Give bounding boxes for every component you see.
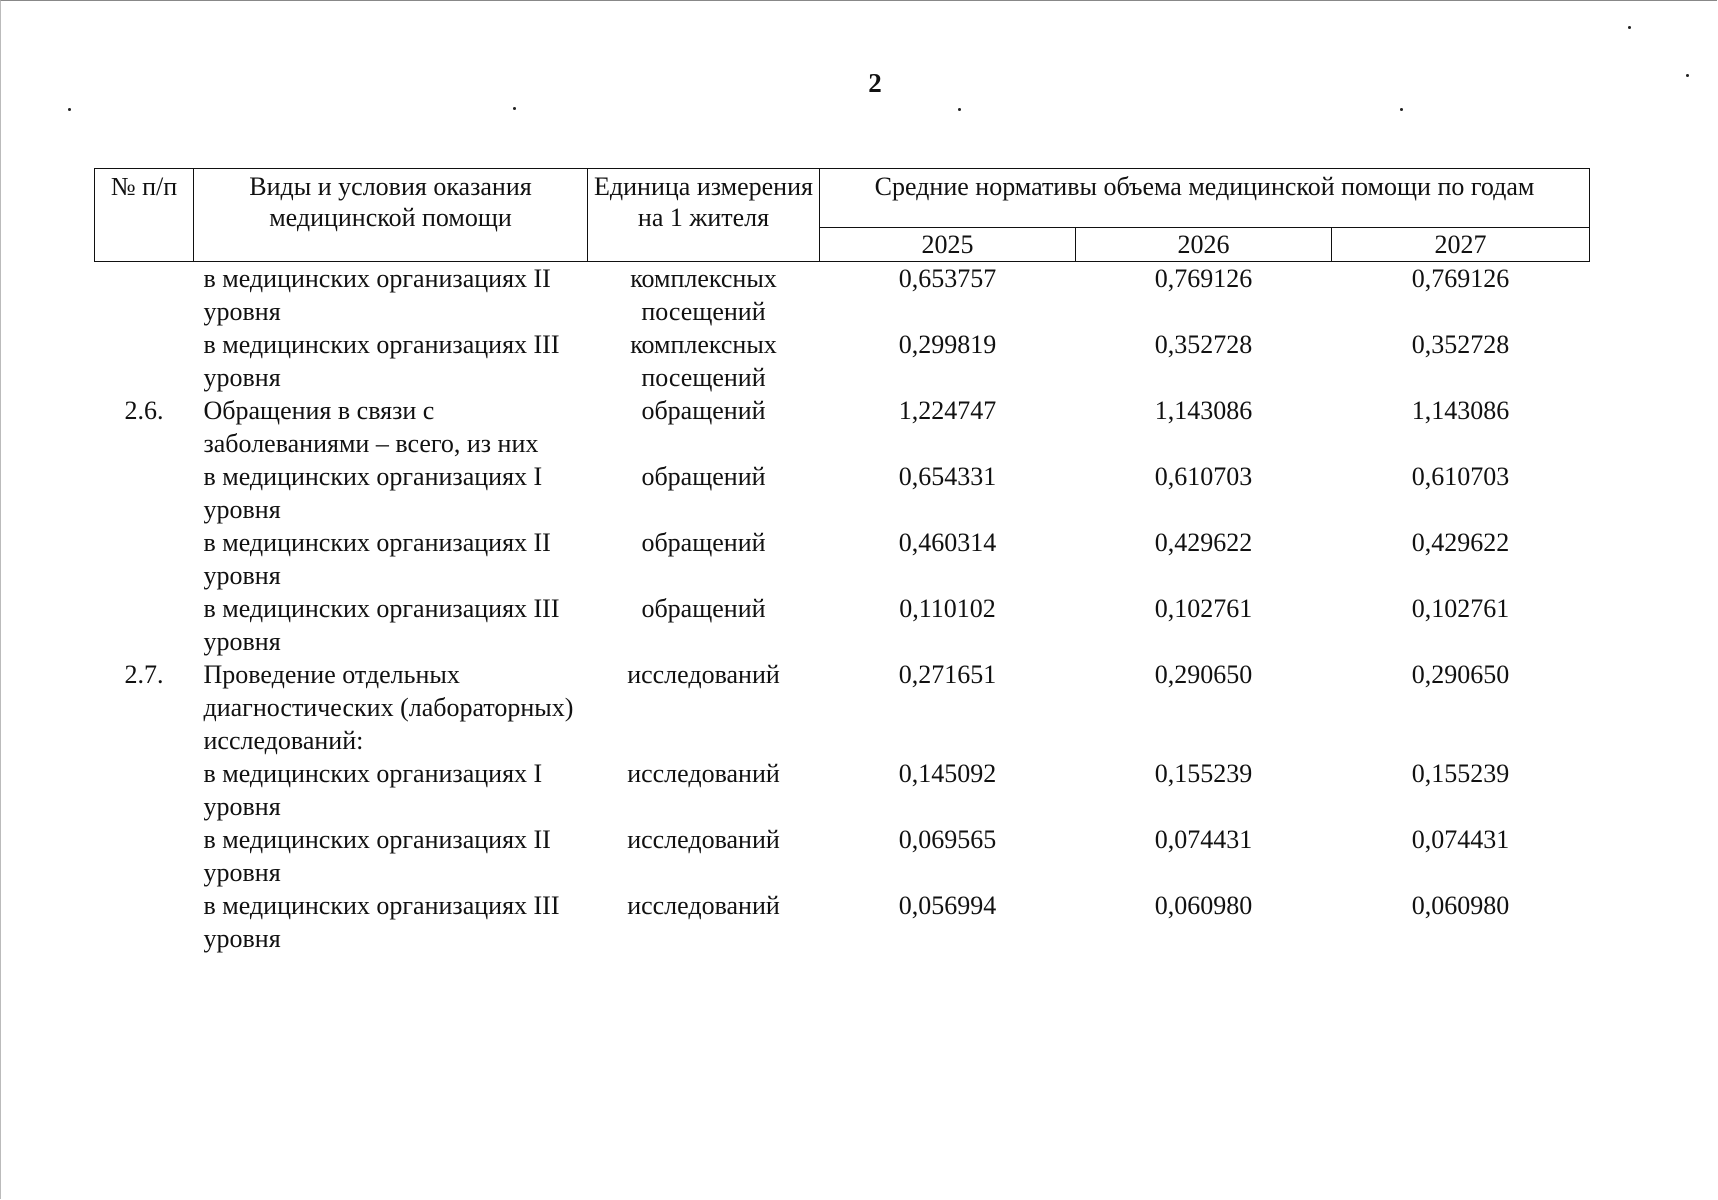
scan-speck xyxy=(1686,74,1689,77)
row-value-2025: 0,056994 xyxy=(898,891,997,920)
row-value-2026: 0,060980 xyxy=(1154,891,1253,920)
header-num: № п/п xyxy=(95,169,194,262)
row-num xyxy=(95,460,194,526)
row-value-2026: 0,429622 xyxy=(1154,528,1253,557)
row-unit: исследований xyxy=(627,759,780,788)
row-value-2025: 0,654331 xyxy=(898,462,997,491)
row-num xyxy=(95,889,194,955)
row-unit: исследований xyxy=(627,891,780,920)
norms-table xyxy=(94,168,1590,955)
row-value-2027: 0,769126 xyxy=(1411,264,1510,293)
table-header xyxy=(95,169,1590,262)
row-type: Обращения в связи с заболеваниями – всего, из них xyxy=(203,396,539,458)
row-value-2026: 0,610703 xyxy=(1154,462,1253,491)
row-unit: обращений xyxy=(641,396,766,425)
row-num xyxy=(95,757,194,823)
row-num xyxy=(95,526,194,592)
row-value-2027: 1,143086 xyxy=(1411,396,1510,425)
scan-speck xyxy=(1628,26,1631,29)
row-value-2025: 0,110102 xyxy=(899,594,996,623)
row-unit: комплексных посещений xyxy=(630,330,777,392)
row-unit: комплексных посещений xyxy=(630,264,777,326)
table-row xyxy=(95,262,1590,329)
row-unit: исследований xyxy=(627,660,780,689)
row-value-2025: 0,145092 xyxy=(898,759,997,788)
scan-speck xyxy=(68,108,71,111)
row-value-2026: 0,769126 xyxy=(1154,264,1253,293)
row-value-2027: 0,290650 xyxy=(1411,660,1510,689)
row-value-2027: 0,352728 xyxy=(1411,330,1510,359)
page-number: 2 xyxy=(868,68,882,98)
row-type: в медицинских организациях III уровня xyxy=(203,330,560,392)
header-type: Виды и условия оказания медицинской помощи xyxy=(194,169,588,262)
row-value-2025: 0,299819 xyxy=(898,330,997,359)
row-value-2026: 1,143086 xyxy=(1154,396,1253,425)
row-type: в медицинских организациях I уровня xyxy=(203,462,543,524)
scan-speck xyxy=(513,107,516,110)
table-row xyxy=(95,460,1590,526)
row-value-2027: 0,074431 xyxy=(1411,825,1510,854)
row-value-2027: 0,155239 xyxy=(1411,759,1510,788)
row-value-2027: 0,610703 xyxy=(1411,462,1510,491)
row-num xyxy=(95,592,194,658)
row-value-2027: 0,102761 xyxy=(1411,594,1510,623)
header-group: Средние нормативы объема медицинской помощи по годам xyxy=(820,169,1590,228)
row-value-2025: 0,271651 xyxy=(898,660,997,689)
row-unit: обращений xyxy=(641,528,766,557)
table-row xyxy=(95,889,1590,955)
table-row xyxy=(95,394,1590,460)
row-value-2025: 0,653757 xyxy=(898,264,997,293)
row-num xyxy=(95,328,194,394)
row-type: в медицинских организациях II уровня xyxy=(203,825,551,887)
row-value-2026: 0,352728 xyxy=(1154,330,1253,359)
header-year-2027: 2027 xyxy=(1332,228,1590,262)
row-type: в медицинских организациях II уровня xyxy=(203,528,551,590)
row-unit: обращений xyxy=(641,594,766,623)
table-row xyxy=(95,328,1590,394)
header-unit: Единица измерения на 1 жителя xyxy=(588,169,820,262)
table-row xyxy=(95,658,1590,757)
row-num: 2.7. xyxy=(124,660,164,689)
table-row xyxy=(95,526,1590,592)
row-unit: обращений xyxy=(641,462,766,491)
row-value-2027: 0,429622 xyxy=(1411,528,1510,557)
row-value-2026: 0,290650 xyxy=(1154,660,1253,689)
scan-speck xyxy=(958,108,961,111)
table-row xyxy=(95,592,1590,658)
header-year-2025: 2025 xyxy=(820,228,1076,262)
row-type: в медицинских организациях III уровня xyxy=(203,891,560,953)
table-row xyxy=(95,757,1590,823)
row-value-2027: 0,060980 xyxy=(1411,891,1510,920)
row-type: Проведение отдельных диагностических (лабораторных) исследований: xyxy=(203,660,574,755)
row-value-2026: 0,102761 xyxy=(1154,594,1253,623)
row-type: в медицинских организациях III уровня xyxy=(203,594,560,656)
row-value-2025: 0,069565 xyxy=(898,825,997,854)
row-value-2025: 0,460314 xyxy=(898,528,997,557)
table-row xyxy=(95,823,1590,889)
row-num: 2.6. xyxy=(124,396,164,425)
row-type: в медицинских организациях II уровня xyxy=(203,264,551,326)
row-type: в медицинских организациях I уровня xyxy=(203,759,543,821)
scan-speck xyxy=(1400,108,1403,111)
header-year-2026: 2026 xyxy=(1076,228,1332,262)
row-unit: исследований xyxy=(627,825,780,854)
table-body xyxy=(95,262,1590,956)
row-value-2025: 1,224747 xyxy=(898,396,997,425)
row-num xyxy=(95,823,194,889)
row-value-2026: 0,074431 xyxy=(1154,825,1253,854)
row-value-2026: 0,155239 xyxy=(1154,759,1253,788)
row-num xyxy=(95,262,194,329)
